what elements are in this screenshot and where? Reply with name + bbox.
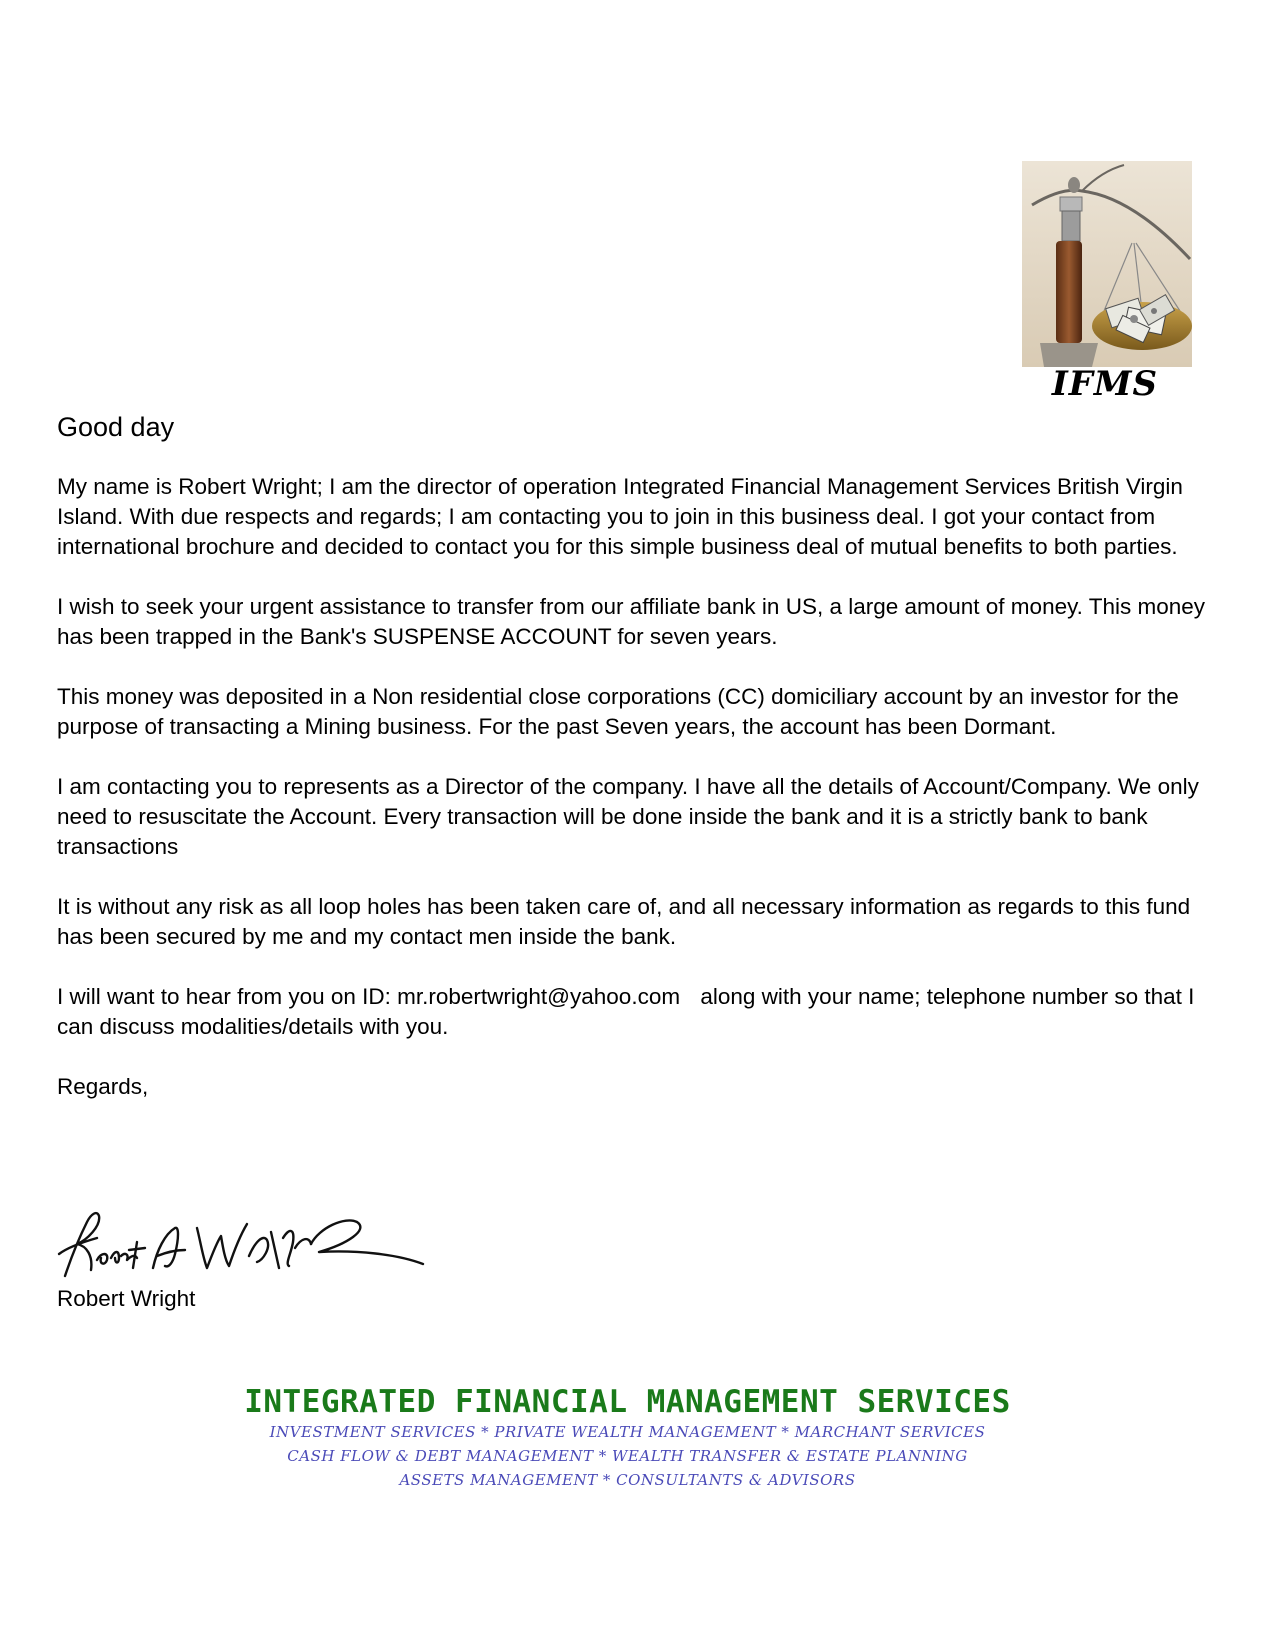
logo-text: IFMS [1051, 364, 1159, 404]
paragraph-contact [57, 982, 1217, 1042]
services-line-3: ASSETS MANAGEMENT * CONSULTANTS & ADVISORS [399, 1471, 856, 1489]
signature-icon [57, 1198, 427, 1282]
contact-email: mr.robertwright@yahoo.com [397, 984, 681, 1009]
contact-prefix: I will want to hear from you on ID: [57, 984, 398, 1009]
greeting: Good day [57, 412, 175, 442]
footer [0, 1380, 1275, 1492]
services-line-2: CASH FLOW & DEBT MANAGEMENT * WEALTH TRANSFER & ESTATE PLANNING [287, 1447, 968, 1465]
signature-image [57, 1198, 427, 1282]
company-name: INTEGRATED FINANCIAL MANAGEMENT SERVICES [244, 1384, 1011, 1420]
contact-suffix: along with your name; telephone number so that I can discuss modalities/details with you. [57, 984, 1195, 1039]
signer-name: Robert Wright [57, 1286, 196, 1311]
scales-icon [1022, 161, 1192, 367]
paragraph-5: It is without any risk as all loop holes has been taken care of, and all necessary information as regards to this fund has been secured by me and my contact men inside the bank. [57, 894, 1191, 949]
letter-body [57, 410, 1217, 1132]
paragraph-1: My name is Robert Wright; I am the director of operation Integrated Financial Management Services British Virgin Island. With due respects and regards; I am contacting you to join in this business deal. I got your contact from international brochure and decided to contact you for this simple business deal of mutual benefits to both parties. [57, 474, 1183, 559]
services-line-1: INVESTMENT SERVICES * PRIVATE WEALTH MANAGEMENT * MARCHANT SERVICES [269, 1423, 986, 1441]
paragraph-3: This money was deposited in a Non residential close corporations (CC) domiciliary account by an investor for the purpose of transacting a Mining business. For the past Seven years, the account has been Dormant. [57, 684, 1179, 739]
closing: Regards, [57, 1074, 149, 1099]
paragraph-4: I am contacting you to represents as a Director of the company. I have all the details of Account/Company. We only need to resuscitate the Account. Every transaction will be done inside the bank and it is a strictly bank to bank transactions [57, 774, 1199, 859]
logo-image [1022, 161, 1192, 367]
paragraph-2: I wish to seek your urgent assistance to transfer from our affiliate bank in US, a large amount of money. This money has been trapped in the Bank's SUSPENSE ACCOUNT for seven years. [57, 594, 1206, 649]
